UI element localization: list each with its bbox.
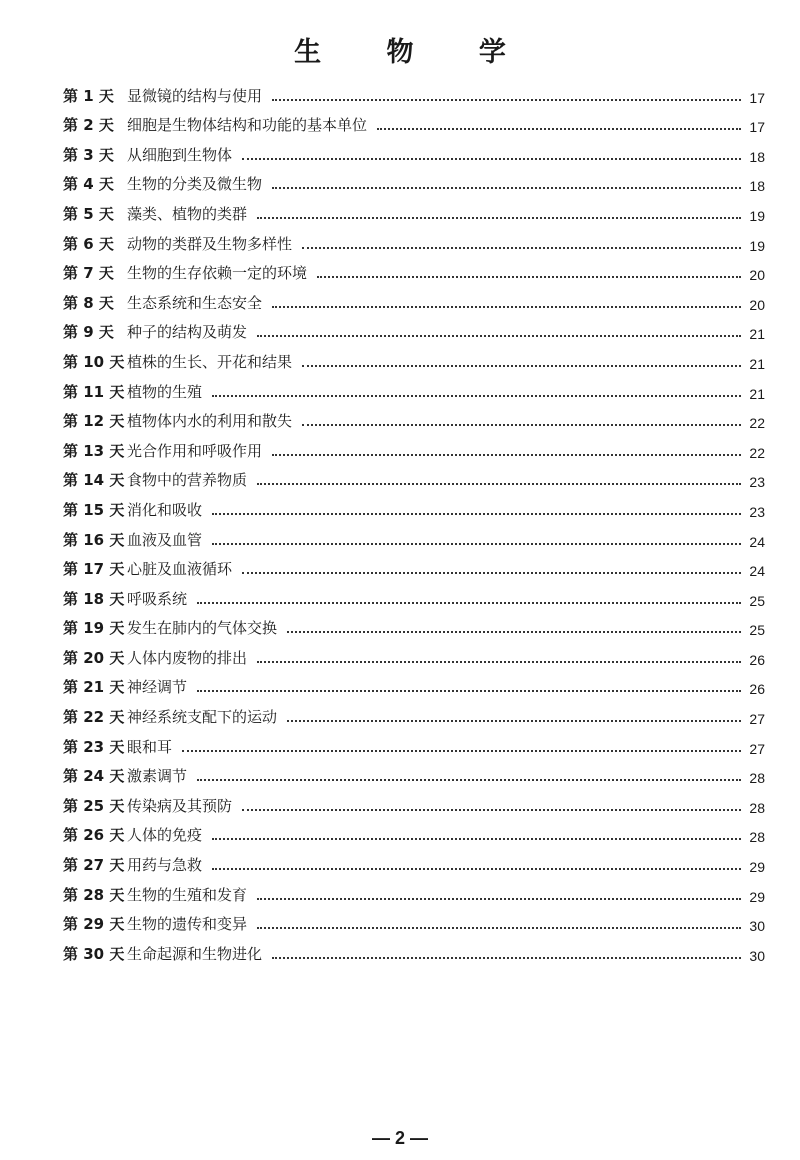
toc-entry[interactable]: [63, 76, 765, 106]
toc-topic: 发生在肺内的气体交换: [127, 619, 278, 638]
toc-day-label: 第 1 天: [63, 86, 114, 105]
toc-day-label: 第 30 天: [63, 944, 125, 963]
dot-leader: [287, 631, 741, 633]
toc-entry[interactable]: [63, 431, 765, 461]
dot-leader: [212, 838, 741, 840]
toc-topic: 植株的生长、开花和结果: [127, 352, 293, 371]
toc-page-number: 25: [749, 592, 765, 609]
toc-day-label: 第 19 天: [63, 619, 125, 638]
toc-page-number: 21: [749, 355, 765, 372]
toc-page-number: 24: [749, 563, 765, 580]
toc-entry[interactable]: [63, 697, 765, 727]
toc-page-number: 25: [749, 622, 765, 639]
toc-entry[interactable]: [63, 490, 765, 520]
toc-day-label: 第 3 天: [63, 145, 114, 164]
toc-topic: 种子的结构及萌发: [127, 323, 248, 342]
toc-topic: 神经调节: [127, 678, 188, 697]
toc-entry[interactable]: [63, 727, 765, 757]
toc-page-number: 27: [749, 740, 765, 757]
toc-entry[interactable]: [63, 194, 765, 224]
toc-topic: 人体内废物的排出: [127, 648, 248, 667]
table-of-contents: [63, 76, 765, 964]
toc-entry[interactable]: [63, 313, 765, 343]
toc-topic: 生物的分类及微生物: [127, 175, 263, 194]
toc-entry[interactable]: [63, 461, 765, 491]
toc-topic: 激素调节: [127, 767, 188, 786]
toc-page-number: 28: [749, 799, 765, 816]
toc-day-label: 第 23 天: [63, 737, 125, 756]
dot-leader: [257, 217, 741, 219]
toc-day-label: 第 5 天: [63, 204, 114, 223]
dot-leader: [212, 868, 741, 870]
toc-entry[interactable]: [63, 135, 765, 165]
toc-entry[interactable]: [63, 875, 765, 905]
toc-page-number: 29: [749, 859, 765, 876]
toc-page-number: 20: [749, 296, 765, 313]
toc-page-number: 18: [749, 178, 765, 195]
toc-page-number: 27: [749, 711, 765, 728]
dot-leader: [302, 247, 741, 249]
toc-entry[interactable]: [63, 845, 765, 875]
toc-page-number: 30: [749, 918, 765, 935]
dot-leader: [197, 602, 741, 604]
toc-topic: 心脏及血液循环: [127, 560, 233, 579]
toc-topic: 用药与急救: [127, 856, 203, 875]
dot-leader: [212, 395, 741, 397]
toc-day-label: 第 11 天: [63, 382, 125, 401]
toc-day-label: 第 16 天: [63, 530, 125, 549]
dot-leader: [302, 365, 741, 367]
toc-page-number: 22: [749, 415, 765, 432]
dot-leader: [182, 750, 741, 752]
toc-topic: 消化和吸收: [127, 500, 203, 519]
toc-page-number: 22: [749, 444, 765, 461]
toc-topic: 传染病及其预防: [127, 796, 233, 815]
toc-topic: 人体的免疫: [127, 826, 203, 845]
toc-entry[interactable]: [63, 934, 765, 964]
toc-day-label: 第 14 天: [63, 471, 125, 490]
toc-topic: 生物的遗传和变异: [127, 915, 248, 934]
toc-topic: 藻类、植物的类群: [127, 204, 248, 223]
dot-leader: [272, 957, 741, 959]
dot-leader: [197, 779, 741, 781]
toc-page-number: 20: [749, 267, 765, 284]
dot-leader: [257, 661, 741, 663]
toc-topic: 生命起源和生物进化: [127, 944, 263, 963]
toc-page-number: 19: [749, 237, 765, 254]
toc-page-number: 30: [749, 947, 765, 964]
toc-topic: 生物的生存依赖一定的环境: [127, 264, 308, 283]
toc-entry[interactable]: [63, 905, 765, 935]
toc-topic: 眼和耳: [127, 737, 173, 756]
toc-page-number: 19: [749, 207, 765, 224]
toc-day-label: 第 24 天: [63, 767, 125, 786]
toc-day-label: 第 12 天: [63, 412, 125, 431]
toc-page-number: 21: [749, 385, 765, 402]
toc-page-number: 28: [749, 770, 765, 787]
dot-leader: [212, 513, 741, 515]
toc-entry[interactable]: [63, 757, 765, 787]
toc-day-label: 第 9 天: [63, 323, 114, 342]
toc-day-label: 第 6 天: [63, 234, 114, 253]
toc-topic: 食物中的营养物质: [127, 471, 248, 490]
toc-topic: 植物体内水的利用和散失: [127, 412, 293, 431]
toc-topic: 神经系统支配下的运动: [127, 708, 278, 727]
dot-leader: [302, 424, 741, 426]
toc-topic: 细胞是生物体结构和功能的基本单位: [127, 116, 368, 135]
toc-entry[interactable]: [63, 668, 765, 698]
toc-day-label: 第 25 天: [63, 796, 125, 815]
toc-day-label: 第 29 天: [63, 915, 125, 934]
toc-day-label: 第 27 天: [63, 856, 125, 875]
toc-topic: 生态系统和生态安全: [127, 293, 263, 312]
toc-topic: 生物的生殖和发育: [127, 885, 248, 904]
toc-entry[interactable]: [63, 372, 765, 402]
toc-page-number: 26: [749, 651, 765, 668]
toc-entry[interactable]: [63, 520, 765, 550]
dot-leader: [242, 572, 741, 574]
dot-leader: [212, 543, 741, 545]
toc-page-number: 24: [749, 533, 765, 550]
toc-page-number: 23: [749, 474, 765, 491]
dot-leader: [257, 483, 741, 485]
toc-entry[interactable]: [63, 283, 765, 313]
dot-leader: [257, 898, 741, 900]
toc-topic: 血液及血管: [127, 530, 203, 549]
toc-day-label: 第 21 天: [63, 678, 125, 697]
toc-topic: 光合作用和呼吸作用: [127, 441, 263, 460]
toc-entry[interactable]: [63, 816, 765, 846]
toc-topic: 显微镜的结构与使用: [127, 86, 263, 105]
toc-day-label: 第 2 天: [63, 116, 114, 135]
toc-day-label: 第 13 天: [63, 441, 125, 460]
toc-day-label: 第 8 天: [63, 293, 114, 312]
toc-topic: 从细胞到生物体: [127, 145, 233, 164]
dot-leader: [242, 809, 741, 811]
page-title: 生 物 学: [294, 37, 534, 68]
page-number: — 2 —: [371, 1128, 428, 1148]
toc-page-number: 29: [749, 888, 765, 905]
toc-entry[interactable]: [63, 224, 765, 254]
dot-leader: [377, 128, 741, 130]
toc-day-label: 第 7 天: [63, 264, 114, 283]
dot-leader: [257, 927, 741, 929]
dot-leader: [257, 335, 741, 337]
toc-topic: 植物的生殖: [127, 382, 203, 401]
toc-page-number: 17: [749, 89, 765, 106]
toc-entry[interactable]: [63, 638, 765, 668]
toc-page-number: 21: [749, 326, 765, 343]
toc-day-label: 第 15 天: [63, 500, 125, 519]
toc-page-number: 17: [749, 119, 765, 136]
dot-leader: [197, 690, 741, 692]
toc-page-number: 26: [749, 681, 765, 698]
dot-leader: [272, 454, 741, 456]
toc-page-number: 28: [749, 829, 765, 846]
dot-leader: [272, 306, 741, 308]
toc-entry[interactable]: [63, 579, 765, 609]
toc-day-label: 第 22 天: [63, 708, 125, 727]
toc-entry[interactable]: [63, 165, 765, 195]
toc-page-number: 18: [749, 148, 765, 165]
dot-leader: [317, 276, 741, 278]
toc-entry[interactable]: [63, 402, 765, 432]
toc-day-label: 第 20 天: [63, 648, 125, 667]
toc-topic: 动物的类群及生物多样性: [127, 234, 293, 253]
toc-day-label: 第 26 天: [63, 826, 125, 845]
toc-day-label: 第 18 天: [63, 589, 125, 608]
toc-page-number: 23: [749, 503, 765, 520]
dot-leader: [242, 158, 741, 160]
toc-entry[interactable]: [63, 254, 765, 284]
toc-day-label: 第 17 天: [63, 560, 125, 579]
toc-entry[interactable]: [63, 106, 765, 136]
dot-leader: [272, 187, 741, 189]
toc-entry[interactable]: [63, 609, 765, 639]
toc-entry[interactable]: [63, 342, 765, 372]
dot-leader: [287, 720, 741, 722]
toc-day-label: 第 4 天: [63, 175, 114, 194]
toc-topic: 呼吸系统: [127, 589, 188, 608]
toc-entry[interactable]: [63, 550, 765, 580]
dot-leader: [272, 99, 741, 101]
toc-entry[interactable]: [63, 786, 765, 816]
toc-day-label: 第 10 天: [63, 352, 125, 371]
toc-day-label: 第 28 天: [63, 885, 125, 904]
